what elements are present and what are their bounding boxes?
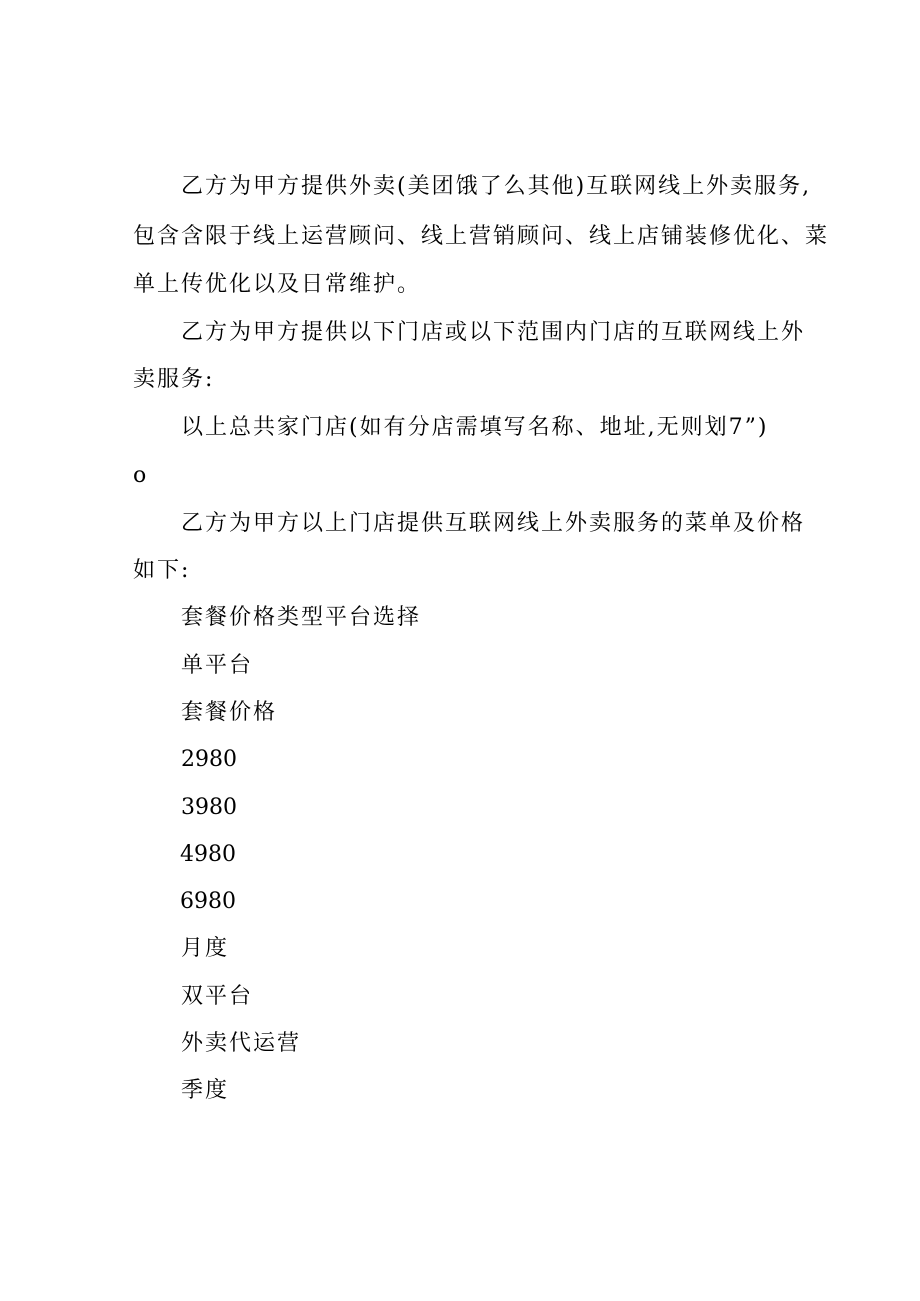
table-item-price-6980: 6980	[180, 889, 236, 914]
paragraph-3-line-1: 以上总共家门店(如有分店需填写名称、地址,无则划7”)	[181, 415, 769, 440]
paragraph-4-line-1: 乙方为甲方以上门店提供互联网线上外卖服务的菜单及价格	[181, 511, 806, 536]
paragraph-2-line-1: 乙方为甲方提供以下门店或以下范围内门店的互联网线上外	[181, 320, 806, 345]
table-item-quarterly: 季度	[181, 1078, 230, 1103]
table-item-price-4980: 4980	[180, 842, 236, 867]
paragraph-4-line-2: 如下:	[133, 558, 191, 583]
paragraph-2-line-2: 卖服务:	[133, 367, 215, 392]
table-item-package-price: 套餐价格	[181, 700, 278, 725]
table-item-single-platform: 单平台	[181, 653, 254, 678]
table-item-price-3980: 3980	[181, 795, 237, 820]
paragraph-3-line-2: o	[133, 463, 149, 488]
table-item-monthly: 月度	[181, 936, 230, 961]
table-item-header: 套餐价格类型平台选择	[181, 605, 422, 630]
table-item-dual-platform: 双平台	[181, 984, 254, 1009]
paragraph-1-line-3: 单上传优化以及日常维护。	[133, 272, 422, 297]
paragraph-1-line-1: 乙方为甲方提供外卖(美团饿了么其他)互联网线上外卖服务,	[181, 174, 812, 199]
table-item-delivery-operation: 外卖代运营	[181, 1031, 302, 1056]
table-item-price-2980: 2980	[181, 747, 237, 772]
paragraph-1-line-2: 包含含限于线上运营顾问、线上营销顾问、线上店铺装修优化、菜	[133, 224, 830, 249]
